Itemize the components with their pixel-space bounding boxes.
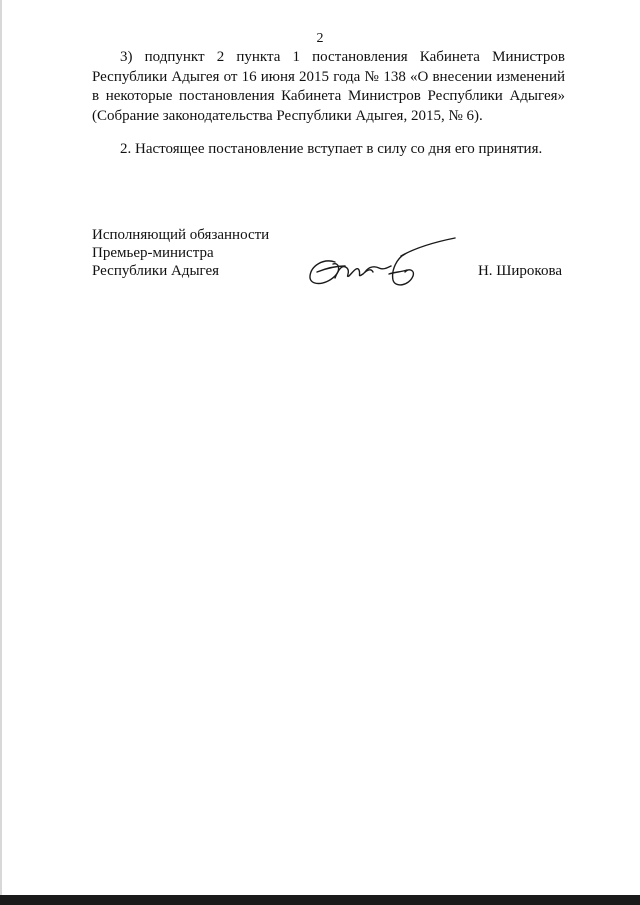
- signer-title-line-3: Республики Адыгея: [92, 263, 220, 279]
- clause-2-text: 2. Настоящее постановление вступает в силу со дня его принятия.: [120, 141, 543, 157]
- scan-left-edge: [0, 0, 2, 905]
- item-3-text: 3) подпункт 2 пункта 1 постановления Кабинета Министров Республики Адыгея от 16 июня 2015 года № 138 «О внесении изменений в некоторые постановления Кабинета Министров Республики Адыгея» (Собрание законодательства Республики Адыгея, 2015, № 6).: [92, 49, 565, 124]
- signer-title-line-2: Премьер-министра: [92, 245, 214, 261]
- signer-name: Н. Широкова: [477, 263, 562, 279]
- signer-title: [92, 226, 269, 280]
- scan-bottom-edge: [0, 895, 640, 905]
- signature-icon: [305, 232, 465, 294]
- page-number: 2: [316, 31, 324, 46]
- signer-title-line-1: Исполняющий обязанности: [92, 227, 270, 243]
